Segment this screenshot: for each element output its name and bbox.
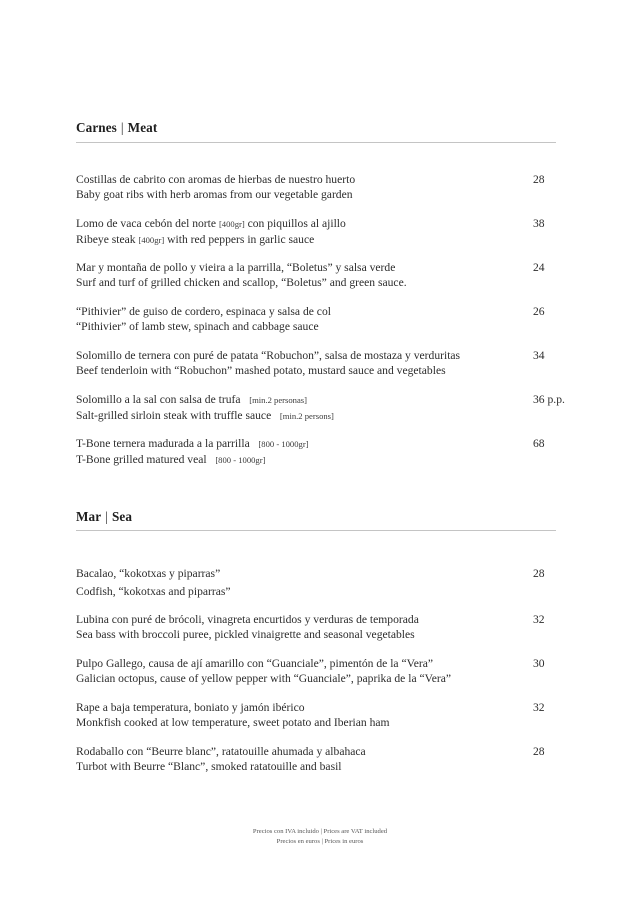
dish-name-es: T-Bone ternera madurada a la parrilla [800 - 1000gr] — [76, 437, 309, 450]
footnote-vat: Precios con IVA incluido | Prices are VAT included — [252, 828, 388, 835]
section-title-en: Sea — [111, 509, 133, 524]
dish-name-es: Mar y montaña de pollo y vieira a la parrilla, “Boletus” y salsa verde — [76, 261, 396, 274]
menu-item — [76, 700, 576, 744]
menu-item — [76, 348, 576, 392]
dish-price: 28 — [533, 173, 545, 186]
dish-name-en: Baby goat ribs with herb aromas from our vegetable garden — [76, 188, 353, 201]
dish-name-en: Ribeye steak [400gr] with red peppers in garlic sauce — [76, 233, 315, 246]
dish-name-es: Costillas de cabrito con aromas de hierbas de nuestro huerto — [76, 173, 356, 186]
section-title-separator: | — [105, 509, 108, 524]
dish-name-es: Solomillo a la sal con salsa de trufa [min.2 personas] — [76, 393, 307, 406]
menu-item — [76, 260, 576, 304]
footnote-currency: Precios en euros | Prices in euros — [276, 837, 364, 845]
dish-name-en: Surf and turf of grilled chicken and scallop, “Boletus” and green sauce. — [76, 276, 407, 289]
dish-name-es: Lubina con puré de brócoli, vinagreta encurtidos y verduras de temporada — [76, 613, 419, 626]
dish-price: 30 — [533, 657, 545, 670]
dish-name-en: Turbot with Beurre “Blanc”, smoked ratatouille and basil — [76, 760, 342, 773]
menu-item — [76, 392, 576, 436]
dish-name-es: Rape a baja temperatura, boniato y jamón ibérico — [76, 701, 305, 714]
dish-weight-note: [800 - 1000gr] — [215, 455, 266, 465]
dish-price: 34 — [533, 349, 545, 362]
section-title-es: Carnes — [76, 120, 117, 135]
dish-name-en: “Pithivier” of lamb stew, spinach and cabbage sauce — [76, 320, 319, 333]
dish-price: 26 — [533, 305, 545, 318]
dish-name-en: Sea bass with broccoli puree, pickled vinaigrette and seasonal vegetables — [76, 628, 415, 641]
dish-name-es: Rodaballo con “Beurre blanc”, ratatouille ahumada y albahaca — [76, 745, 366, 758]
menu-item — [76, 656, 576, 700]
dish-serving-note: [min.2 personas] — [249, 395, 307, 405]
menu-item — [76, 566, 576, 612]
dish-price: 24 — [533, 261, 545, 274]
dish-name-es: Pulpo Gallego, causa de ají amarillo con “Guanciale”, pimentón de la “Vera” — [76, 657, 434, 670]
dish-price: 32 — [533, 613, 545, 626]
menu-item — [76, 612, 576, 656]
section-heading-meat — [76, 120, 556, 136]
dish-name-es: Lomo de vaca cebón del norte [400gr] con piquillos al ajillo — [76, 217, 346, 230]
menu-item — [76, 436, 576, 480]
dish-name-es: Bacalao, “kokotxas y piparras” — [76, 567, 221, 580]
dish-name-en: Codfish, “kokotxas and piparras” — [76, 585, 231, 598]
menu-item — [76, 216, 576, 260]
dish-name-en: Beef tenderloin with “Robuchon” mashed potato, mustard sauce and vegetables — [76, 364, 446, 377]
section-title-es: Mar — [76, 509, 102, 524]
dish-name-es: Solomillo de ternera con puré de patata “Robuchon”, salsa de mostaza y verduritas — [76, 349, 461, 362]
menu-item-list — [76, 566, 576, 788]
dish-price: 38 — [533, 217, 545, 230]
section-heading-sea — [76, 509, 556, 525]
dish-price: 36 p.p. — [533, 393, 565, 406]
section-title-separator: | — [120, 120, 124, 135]
dish-weight-note: [400gr] — [218, 219, 245, 229]
dish-name-en: Galician octopus, cause of yellow pepper with “Guanciale”, paprika de la “Vera” — [76, 672, 452, 685]
dish-name-es: “Pithivier” de guiso de cordero, espinaca y salsa de col — [76, 305, 331, 318]
dish-name-en: Salt-grilled sirloin steak with truffle sauce [min.2 persons] — [76, 409, 334, 422]
menu-item — [76, 172, 576, 216]
menu-item — [76, 744, 576, 788]
menu-item-list — [76, 172, 576, 480]
section-meat — [76, 120, 565, 466]
dish-weight-note: [800 - 1000gr] — [258, 439, 309, 449]
section-sea — [76, 509, 556, 773]
dish-price: 68 — [533, 437, 545, 450]
section-divider — [76, 142, 556, 143]
section-divider — [76, 530, 556, 531]
dish-price: 28 — [533, 567, 545, 580]
dish-price: 32 — [533, 701, 545, 714]
section-title-en: Meat — [127, 120, 158, 135]
price-footnote — [0, 827, 640, 846]
menu-item — [76, 304, 576, 348]
dish-price: 28 — [533, 745, 545, 758]
dish-serving-note: [min.2 persons] — [279, 411, 334, 421]
dish-name-en: Monkfish cooked at low temperature, sweet potato and Iberian ham — [76, 716, 390, 729]
dish-weight-note: [400gr] — [138, 235, 165, 245]
dish-name-en: T-Bone grilled matured veal [800 - 1000gr] — [76, 453, 266, 466]
